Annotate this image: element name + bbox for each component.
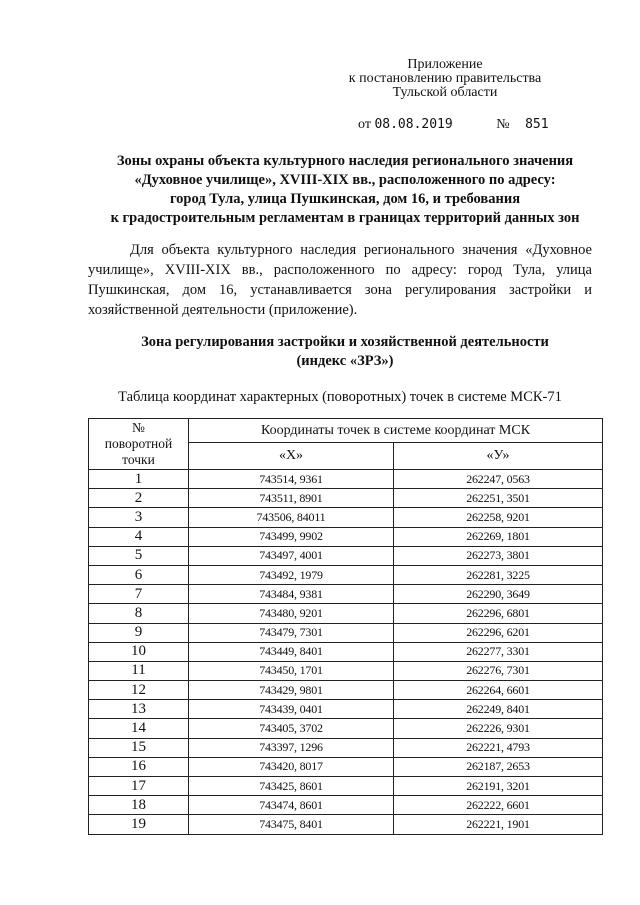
table-row	[89, 719, 603, 738]
point-number-cell: 6	[89, 565, 189, 584]
header-point-number	[89, 419, 189, 470]
zone-heading	[100, 333, 590, 371]
point-number-cell: 11	[89, 661, 189, 680]
point-number-cell: 14	[89, 719, 189, 738]
x-coordinate-cell: 743474, 8601	[189, 796, 394, 815]
header-x: «Х»	[189, 443, 394, 470]
zone-heading-line: Зона регулирования застройки и хозяйственной деятельности	[141, 334, 549, 350]
y-coordinate-cell: 262264, 6601	[394, 681, 603, 700]
table-row	[89, 546, 603, 565]
appendix-line: к постановлению правительства	[348, 71, 542, 86]
intro-paragraph	[88, 240, 592, 320]
point-number-cell: 16	[89, 757, 189, 776]
coordinates-table	[88, 418, 603, 835]
y-coordinate-cell: 262187, 2653	[394, 757, 603, 776]
y-coordinate-cell: 262273, 3801	[394, 546, 603, 565]
y-coordinate-cell: 262281, 3225	[394, 565, 603, 584]
y-coordinate-cell: 262247, 0563	[394, 470, 603, 489]
document-date: 08.08.2019	[374, 117, 453, 132]
table-row	[89, 489, 603, 508]
x-coordinate-cell: 743420, 8017	[189, 757, 394, 776]
intro-text: Для объекта культурного наследия регионального значения «Духовное училище», XVIII-XIX вв., расположенного по адресу: город Тула, улица Пушкинская, дом 16, устанавливается зона регулирования застройки и хозяйственной деятельности (приложение).	[88, 242, 592, 318]
table-row	[89, 700, 603, 719]
y-coordinate-cell: 262249, 8401	[394, 700, 603, 719]
table-row	[89, 661, 603, 680]
table-caption: Таблица координат характерных (поворотных) точек в системе МСК-71	[118, 389, 562, 405]
table-row	[89, 623, 603, 642]
appendix-block	[340, 58, 550, 100]
header-point-line: №	[132, 420, 145, 435]
point-number-cell: 15	[89, 738, 189, 757]
x-coordinate-cell: 743439, 0401	[189, 700, 394, 719]
title-line: Зоны охраны объекта культурного наследия регионального значения	[116, 153, 574, 169]
y-coordinate-cell: 262221, 1901	[394, 815, 603, 834]
point-number-cell: 13	[89, 700, 189, 719]
table-row	[89, 642, 603, 661]
y-coordinate-cell: 262222, 6601	[394, 796, 603, 815]
y-coordinate-cell: 262258, 9201	[394, 508, 603, 527]
point-number-cell: 5	[89, 546, 189, 565]
header-point-line: точки	[122, 452, 155, 467]
x-coordinate-cell: 743450, 1701	[189, 661, 394, 680]
table-row	[89, 565, 603, 584]
y-coordinate-cell: 262221, 4793	[394, 738, 603, 757]
x-coordinate-cell: 743497, 4001	[189, 546, 394, 565]
y-coordinate-cell: 262251, 3501	[394, 489, 603, 508]
x-coordinate-cell: 743506, 84011	[189, 508, 394, 527]
date-number-line	[358, 117, 549, 133]
x-coordinate-cell: 743397, 1296	[189, 738, 394, 757]
y-coordinate-cell: 262191, 3201	[394, 777, 603, 796]
point-number-cell: 19	[89, 815, 189, 834]
table-row	[89, 681, 603, 700]
point-number-cell: 1	[89, 470, 189, 489]
header-coordinates: Координаты точек в системе координат МСК	[189, 419, 603, 443]
point-number-cell: 3	[89, 508, 189, 527]
header-point-line: поворотной	[104, 436, 173, 451]
y-coordinate-cell: 262277, 3301	[394, 642, 603, 661]
point-number-cell: 2	[89, 489, 189, 508]
x-coordinate-cell: 743492, 1979	[189, 565, 394, 584]
y-coordinate-cell: 262269, 1801	[394, 527, 603, 546]
x-coordinate-cell: 743514, 9361	[189, 470, 394, 489]
x-coordinate-cell: 743405, 3702	[189, 719, 394, 738]
point-number-cell: 12	[89, 681, 189, 700]
x-coordinate-cell: 743484, 9381	[189, 585, 394, 604]
point-number-cell: 7	[89, 585, 189, 604]
point-number-cell: 17	[89, 777, 189, 796]
document-title	[60, 152, 630, 228]
appendix-line: Приложение	[407, 57, 483, 72]
x-coordinate-cell: 743429, 9801	[189, 681, 394, 700]
header-y: «У»	[394, 443, 603, 470]
title-line: к градостроительным регламентам в границах территорий данных зон	[110, 210, 580, 226]
point-number-cell: 10	[89, 642, 189, 661]
table-row	[89, 508, 603, 527]
table-row	[89, 604, 603, 623]
date-prefix: от	[358, 117, 371, 132]
x-coordinate-cell: 743479, 7301	[189, 623, 394, 642]
table-row	[89, 527, 603, 546]
x-coordinate-cell: 743475, 8401	[189, 815, 394, 834]
point-number-cell: 8	[89, 604, 189, 623]
y-coordinate-cell: 262226, 9301	[394, 719, 603, 738]
number-sign: №	[496, 117, 510, 132]
table-row	[89, 815, 603, 834]
table-row	[89, 470, 603, 489]
x-coordinate-cell: 743511, 8901	[189, 489, 394, 508]
title-line: «Духовное училище», XVIII-XIX вв., расположенного по адресу:	[134, 172, 556, 188]
table-row	[89, 757, 603, 776]
table-row	[89, 777, 603, 796]
point-number-cell: 9	[89, 623, 189, 642]
x-coordinate-cell: 743449, 8401	[189, 642, 394, 661]
x-coordinate-cell: 743480, 9201	[189, 604, 394, 623]
point-number-cell: 18	[89, 796, 189, 815]
y-coordinate-cell: 262276, 7301	[394, 661, 603, 680]
x-coordinate-cell: 743499, 9902	[189, 527, 394, 546]
x-coordinate-cell: 743425, 8601	[189, 777, 394, 796]
zone-heading-line: (индекс «ЗРЗ»)	[296, 353, 394, 369]
table-row	[89, 738, 603, 757]
y-coordinate-cell: 262296, 6201	[394, 623, 603, 642]
table-row	[89, 585, 603, 604]
y-coordinate-cell: 262290, 3649	[394, 585, 603, 604]
document-number: 851	[525, 117, 549, 132]
point-number-cell: 4	[89, 527, 189, 546]
appendix-line: Тульской области	[392, 85, 498, 100]
y-coordinate-cell: 262296, 6801	[394, 604, 603, 623]
title-line: город Тула, улица Пушкинская, дом 16, и требования	[169, 191, 521, 207]
table-row	[89, 796, 603, 815]
